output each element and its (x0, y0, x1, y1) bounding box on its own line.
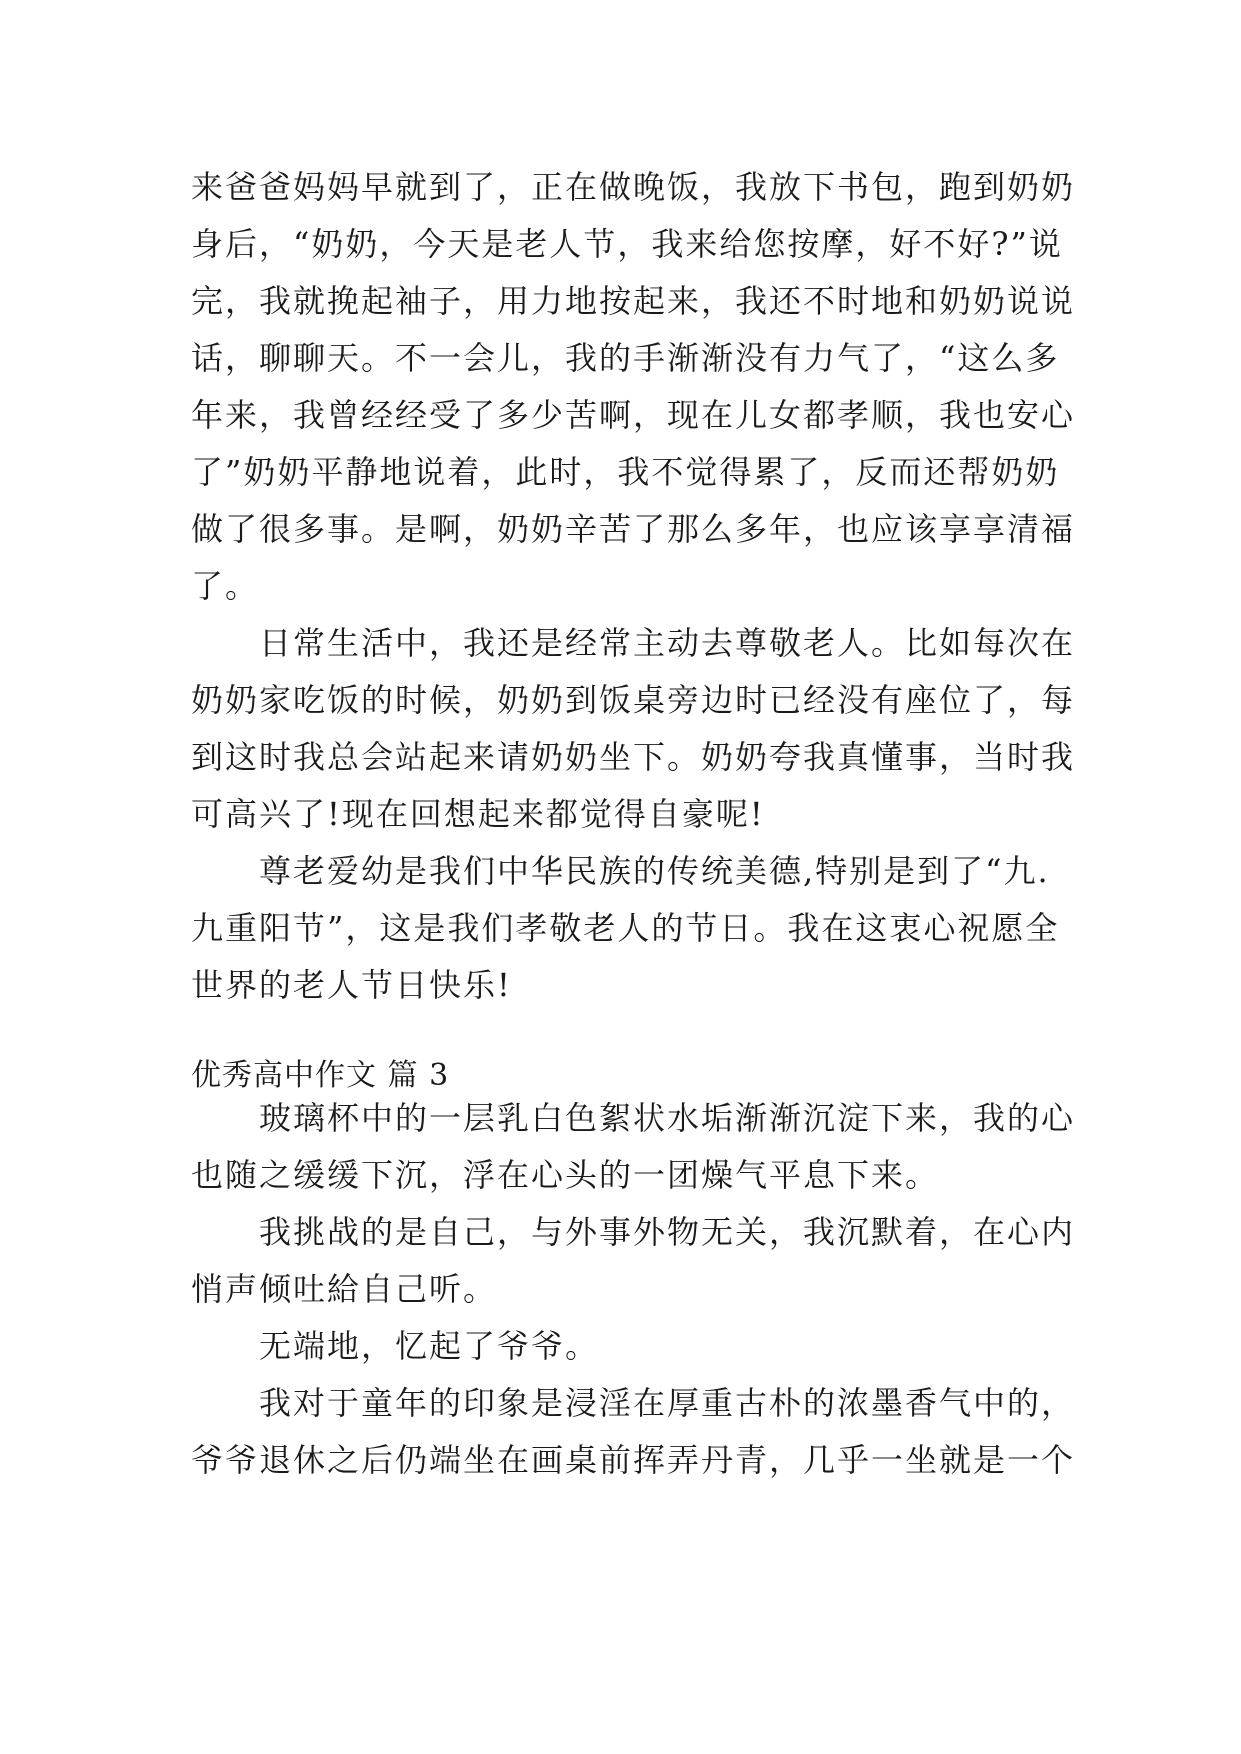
text-line: 可高兴了!现在回想起来都觉得自豪呢! (191, 795, 765, 833)
text-line: 完，我就挽起袖子，用力地按起来，我还不时地和奶奶说说 (191, 282, 1076, 320)
text-line: 日常生活中，我还是经常主动去尊敬老人。比如每次在 (191, 624, 1076, 662)
text-line: 了”奶奶平静地说着，此时，我不觉得累了，反而还帮奶奶 (191, 453, 1060, 491)
text-line: 玻璃杯中的一层乳白色絮状水垢渐渐沉淀下来，我的心 (191, 1099, 1076, 1137)
text-line: 悄声倾吐給自己听。 (191, 1270, 498, 1308)
text-line: 话，聊聊天。不一会儿，我的手渐渐没有力气了，“这么多 (191, 339, 1060, 377)
text-line: 了。 (191, 567, 260, 605)
text-line: 无端地，忆起了爷爷。 (191, 1327, 600, 1365)
text-line: 爷爷退休之后仍端坐在画桌前挥弄丹青，几乎一坐就是一个 (191, 1441, 1076, 1479)
text-line: 奶奶家吃饭的时候，奶奶到饭桌旁边时已经没有座位了，每 (191, 681, 1076, 719)
text-line: 我挑战的是自己，与外事外物无关，我沉默着，在心内 (191, 1213, 1076, 1251)
text-line: 做了很多事。是啊，奶奶辛苦了那么多年，也应该享享清福 (191, 510, 1076, 548)
text-line: 也随之缓缓下沉，浮在心头的一团燥气平息下来。 (191, 1156, 940, 1194)
text-line: 我对于童年的印象是浸淫在厚重古朴的浓墨香气中的， (191, 1384, 1076, 1422)
text-line: 年来，我曾经经受了多少苦啊，现在儿女都孝顺，我也安心 (191, 396, 1076, 434)
text-line: 尊老爱幼是我们中华民族的传统美德,特别是到了“九. (191, 852, 1050, 890)
section-heading: 优秀高中作文 篇 3 (191, 1058, 450, 1093)
text-line: 到这时我总会站起来请奶奶坐下。奶奶夸我真懂事，当时我 (191, 738, 1076, 776)
text-line: 九重阳节”，这是我们孝敬老人的节日。我在这衷心祝愿全 (191, 909, 1060, 947)
text-line: 世界的老人节日快乐! (191, 966, 512, 1004)
text-line: 来爸爸妈妈早就到了，正在做晚饭，我放下书包，跑到奶奶 (191, 168, 1076, 206)
text-line: 身后，“奶奶，今天是老人节，我来给您按摩，好不好?”说 (191, 225, 1063, 263)
